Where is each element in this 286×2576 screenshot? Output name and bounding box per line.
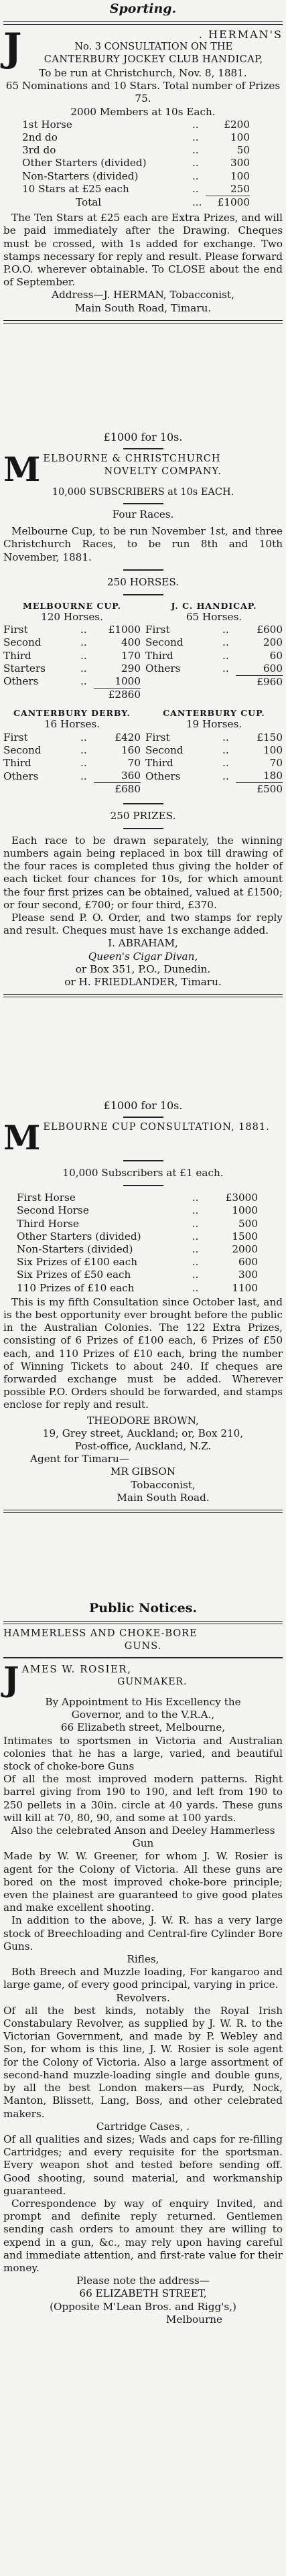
rosier-headline-1: HAMMERLESS AND CHOKE-BORE	[3, 1628, 198, 1639]
race-table-row	[3, 708, 283, 796]
rosier-p6: Both Breech and Muzzle loading, For kangaroo and large game, of every good principal, varying in price.	[3, 1966, 283, 1991]
melbourne-sig-7: Main South Road.	[117, 1491, 210, 1504]
race-total: £680	[94, 783, 141, 796]
short-rule	[123, 1117, 163, 1118]
melbourne-sig-3: Post-office, Auckland, N.Z.	[74, 1440, 212, 1453]
prize-dots: ..	[192, 1256, 199, 1269]
prize-dots: ..	[192, 144, 199, 157]
race-row	[3, 770, 141, 783]
novelty-sig-3: or Box 351, P.O., Dunedin.	[75, 962, 211, 975]
rosier-addr-final-1: 66 ELIZABETH STREET,	[79, 2287, 207, 2300]
prize-value: 300	[230, 157, 250, 169]
prize-row	[17, 1269, 258, 1281]
race-row	[3, 744, 141, 757]
race-row-value: 60	[269, 649, 283, 662]
race-row	[3, 757, 141, 770]
prize-dots: ..	[192, 1269, 199, 1281]
race-dots: ..	[222, 636, 229, 649]
prize-row	[22, 183, 250, 196]
race-row-label: Others	[3, 675, 39, 688]
short-rule	[123, 803, 163, 804]
rosier-addr-final-2: (Opposite M'Lean Bros. and Rigg's,)	[50, 2300, 236, 2313]
melbourne-title: ELBOURNE CUP CONSULTATION, 1881.	[43, 1122, 270, 1133]
race-total-row	[3, 783, 141, 796]
prize-row	[17, 1192, 258, 1204]
race-total-row	[145, 676, 283, 689]
rosier-p8: Of all qualities and sizes; Wads and caps for re-filling Cartridges; and every requisite for the sportsman. Every weapon shot and tested before sending off. Good shooting, sound material, and workmanship guaranteed.	[3, 2133, 283, 2197]
rosier-p5: In addition to the above, J. W. R. has a very large stock of Breechloading and Central-fire Cylinder Bore Guns.	[3, 1914, 283, 1952]
prize-row	[17, 1282, 258, 1295]
herman-nominations: 65 Nominations and 10 Stars. Total number of Prizes 75.	[5, 80, 281, 105]
race-dots: ..	[80, 743, 87, 756]
race-row-label: Starters	[3, 662, 46, 674]
race-dots: ..	[80, 649, 87, 662]
prize-dots: ..	[192, 1204, 199, 1217]
race-row-value: 100	[263, 743, 283, 756]
rosier-cartridge: Cartridge Cases, .	[96, 2120, 190, 2133]
prize-row	[17, 1218, 258, 1230]
rosier-p7: Of all the best kinds, notably the Royal Irish Constabulary Revolver, as supplied by J. W. R. to the Victorian Government, and made by P. Webley and Son, for whom is this line, J. W. Rosier is sole agent for the Colony of Victoria. Also a large assortment of second-hand muzzle-loading single and double guns, by all the best London makers—as Purdy, Nock, Manton, Blissett, Lang, Boss, and other celebrated makers.	[3, 2004, 283, 2120]
short-rule	[123, 828, 163, 829]
total-value: £1000	[206, 196, 250, 210]
prize-dots: ..	[192, 131, 199, 144]
race-row-value: 200	[263, 636, 283, 649]
rosier-appointment-1: By Appointment to His Excellency the	[45, 1696, 241, 1708]
divider	[3, 1510, 283, 1513]
prize-label: Six Prizes of £50 each	[17, 1269, 131, 1281]
herman-members: 2000 Members at 10s Each.	[70, 105, 216, 118]
novelty-four-races: Four Races.	[112, 508, 174, 520]
prize-label: Other Starters (divided)	[17, 1230, 141, 1242]
herman-address-2: Main South Road, Timaru.	[74, 301, 212, 314]
race-row-label: Third	[145, 649, 173, 662]
herman-body: The Ten Stars at £25 each are Extra Prizes, and will be paid immediately after the Drawing. Cheques must be crossed, with 1s added for exchange. Two stamps necessary for reply and result. Please forward P.O.O. wherever obtainable. To CLOSE about the end of September.	[3, 212, 283, 289]
race-row	[145, 662, 283, 676]
prize-label: Non-Starters (divided)	[17, 1243, 133, 1256]
novelty-intro: Melbourne Cup, to be run November 1st, and three Christchurch Races, to be run 8th and 10th November, 1881.	[3, 525, 283, 563]
race-row	[3, 662, 141, 675]
prize-dots: ..	[192, 183, 199, 196]
herman-heading: . HERMAN'S	[198, 28, 283, 41]
rosier-note: Please note the address—	[76, 2275, 210, 2287]
melbourne-sig-5: MR GIBSON	[110, 1465, 176, 1478]
race-row	[145, 636, 283, 649]
novelty-advert	[3, 430, 283, 1003]
race-total: £500	[236, 783, 283, 796]
sporting-header: Sporting.	[109, 1, 177, 16]
race-dots: ..	[222, 770, 229, 782]
race-row-value: 360	[121, 770, 141, 782]
race-row-label: Third	[145, 757, 173, 770]
novelty-body: Each race to be drawn separately, the winning numbers again being replaced in box till drawing of the four races is completed thus giving the holder of each ticket four chances for 10s, for which amount the four first prizes can be obtained, valued at £1500; or four second, £700; or four third, £370.	[3, 834, 283, 911]
rosier-advert	[3, 1628, 283, 2326]
race-title: MELBOURNE CUP.	[23, 601, 121, 612]
race-row	[3, 624, 141, 636]
short-rule	[123, 1185, 163, 1186]
race-row-label: First	[145, 731, 170, 743]
prize-label: Third Horse	[17, 1217, 80, 1230]
race-row-value: 290	[121, 662, 141, 674]
race-row-value: £420	[115, 731, 141, 743]
prize-label: 2nd do	[22, 131, 58, 144]
race-row-label: Third	[3, 649, 31, 662]
race-dots: ..	[80, 770, 87, 782]
race-dots: ..	[222, 649, 229, 662]
divider	[3, 1621, 283, 1624]
race-row-label: Third	[3, 757, 31, 770]
race-row-value: 170	[121, 649, 141, 662]
race-row-label: First	[3, 624, 28, 636]
prize-value: 1500	[232, 1230, 258, 1242]
race-horses: 120 Horses.	[41, 611, 103, 624]
race-row-label: Second	[3, 636, 42, 649]
race-row	[145, 744, 283, 757]
rosier-gunmaker: GUNMAKER.	[117, 1676, 188, 1687]
race-horses: 65 Horses.	[186, 611, 242, 624]
novelty-title: ELBOURNE & CHRISTCHURCH	[43, 453, 221, 464]
race-row-value: 70	[127, 757, 141, 770]
race-total: £2860	[94, 689, 141, 702]
prize-dots: ..	[192, 157, 199, 169]
prize-dots: ..	[192, 1217, 199, 1230]
rosier-name: AMES W. ROSIER,	[21, 1663, 132, 1675]
prize-row	[22, 144, 250, 157]
melbourne-sig-4: Agent for Timaru—	[30, 1453, 129, 1465]
rosier-addr-final-3: Melbourne	[165, 2313, 222, 2325]
prize-row	[22, 170, 250, 183]
novelty-sig-2: Queen's Cigar Divan,	[88, 950, 198, 962]
rosier-p2: Of all the most improved modern patterns. Right barrel giving from 190 to 190, and left from 190 to 250 pellets in a 30in. circle at 40 yards. These guns will kill at 70, 80, 90, and some at 100 yards.	[3, 1773, 283, 1824]
melbourne-cup-advert	[3, 1098, 283, 1518]
prize-value: 250	[230, 182, 250, 195]
dropcap-j: J	[3, 25, 22, 70]
race-row-label: First	[3, 731, 28, 743]
prize-value: 300	[238, 1269, 258, 1281]
prize-label: Second Horse	[17, 1204, 89, 1217]
race-dots: ..	[222, 743, 229, 756]
novelty-prize-tables	[3, 601, 283, 796]
race-total-row	[3, 689, 141, 702]
melbourne-sig-6: Tobacconist,	[131, 1478, 196, 1491]
herman-run-date: To be run at Christchurch, Nov. 8, 1881.	[39, 67, 247, 79]
prize-row	[17, 1204, 258, 1217]
public-notices-header-block	[3, 1601, 283, 1630]
prize-value: 50	[236, 144, 250, 157]
rosier-address: 66 Elizabeth street, Melbourne,	[60, 1721, 226, 1734]
herman-address-1: Address—J. HERMAN, Tobacconist,	[52, 289, 234, 301]
prize-label: Other Starters (divided)	[22, 157, 147, 169]
race-row	[3, 731, 141, 744]
melbourne-body: This is my fifth Consultation since October last, and is the best opportunity ever brought before the public in the Australian Colonies. The 122 Extra Prizes, consisting of 6 Prizes of £100 each, 6 Prizes of £50 each, and 110 Prizes of £10 each, bring the number of Winning Tickets to about 240. If cheques are forwarded exchange must be added. Wherever possible P.O. Orders should be forwarded, and stamps enclose for reply and result.	[3, 1295, 283, 1411]
short-rule	[123, 569, 163, 571]
public-notices-header: Public Notices.	[88, 1601, 197, 1616]
melbourne-sig-1: THEODORE BROWN,	[87, 1414, 199, 1427]
prize-value: £3000	[225, 1192, 258, 1204]
total-dots: ...	[192, 196, 202, 208]
race-dots: ..	[80, 731, 87, 743]
novelty-sig-4: or H. FRIEDLANDER, Timaru.	[64, 976, 222, 989]
prize-label: First Horse	[17, 1192, 76, 1204]
novelty-prizes-heading: 250 PRIZES.	[110, 809, 176, 822]
rosier-p4: Made by W. W. Greener, for whom J. W. Rosier is agent for the Colony of Victoria. All these guns are bored on the most improved choke-bore principle; even the plainest are guaranteed to give good plates and make excellent shooting.	[3, 1850, 283, 1914]
prize-label: 110 Prizes of £10 each	[17, 1281, 135, 1294]
rosier-p1: Intimates to sportsmen in Victoria and Australian colonies that he has a large, varied, and beautiful stock of choke-bore Guns	[3, 1734, 283, 1773]
race-row-value: 160	[121, 743, 141, 756]
prize-dots: ..	[192, 1281, 199, 1294]
prize-value: 1000	[232, 1204, 258, 1217]
prize-label: 1st Horse	[22, 118, 72, 131]
prize-label: 10 Stars at £25 each	[22, 183, 129, 196]
race-row-value: £1000	[108, 624, 141, 636]
race-dots: ..	[222, 757, 229, 770]
herman-subtitle: No. 3 CONSULTATION ON THE	[74, 42, 233, 52]
prize-label: Six Prizes of £100 each	[17, 1256, 138, 1269]
novelty-top-heading: £1000 for 10s.	[103, 431, 183, 443]
race-total: £960	[236, 676, 283, 689]
rosier-p3: Also the celebrated Anson and Deeley Hammerless Gun	[11, 1824, 275, 1850]
novelty-horses-heading: 250 HORSES.	[106, 575, 180, 588]
herman-prize-table	[22, 119, 250, 209]
prize-label: Non-Starters (divided)	[22, 169, 139, 182]
novelty-body-2: Please send P. O. Order, and two stamps for reply and result. Cheques must have 1s exchange added.	[3, 912, 283, 937]
race-row	[3, 636, 141, 649]
herman-total-row	[22, 196, 250, 210]
dropcap-j: J	[3, 1659, 19, 1699]
prize-dots: ..	[192, 1243, 199, 1256]
race-row	[145, 731, 283, 744]
prize-row	[17, 1256, 258, 1269]
prize-dots: ..	[192, 118, 199, 131]
race-total-row	[145, 783, 283, 796]
race-row	[145, 650, 283, 662]
race-dots: ..	[222, 624, 229, 636]
novelty-subscribers: 10,000 SUBSCRIBERS at 10s EACH.	[52, 487, 234, 498]
race-row-label: Others	[145, 662, 181, 675]
rosier-rifles: Rifles,	[127, 1953, 159, 1966]
race-row-value: 70	[269, 757, 283, 770]
rosier-appointment-2: Governor, and to the V.R.A.,	[71, 1709, 215, 1721]
prize-row	[17, 1243, 258, 1256]
herman-title: CANTERBURY JOCKEY CLUB HANDICAP,	[44, 54, 263, 65]
rosier-revolvers: Revolvers.	[116, 1991, 170, 2004]
dropcap-m: M	[3, 1118, 41, 1157]
race-row-label: Others	[145, 770, 181, 782]
prize-row	[22, 119, 250, 131]
prize-value: 2000	[232, 1243, 258, 1256]
race-title: CANTERBURY DERBY.	[13, 708, 131, 719]
race-row	[145, 757, 283, 770]
race-row	[3, 675, 141, 689]
prize-value: 600	[238, 1256, 258, 1269]
prize-value: 100	[230, 131, 250, 144]
race-row	[145, 770, 283, 783]
short-rule	[123, 594, 163, 595]
race-table	[145, 601, 283, 701]
race-horses: 19 Horses.	[186, 718, 242, 731]
total-label: Total	[76, 196, 102, 208]
race-table	[145, 708, 283, 796]
prize-value: £200	[224, 118, 250, 131]
divider	[3, 1657, 283, 1658]
race-row	[3, 650, 141, 662]
race-dots: ..	[222, 662, 229, 675]
novelty-title-2: NOVELTY COMPANY.	[104, 466, 222, 477]
novelty-sig-1: I. ABRAHAM,	[108, 937, 178, 950]
race-row-label: First	[145, 624, 170, 636]
race-title: CANTERBURY CUP.	[163, 708, 265, 719]
race-table	[3, 708, 141, 796]
race-row-label: Second	[3, 743, 42, 756]
divider	[3, 21, 283, 25]
race-dots: ..	[80, 662, 87, 674]
divider	[3, 994, 283, 997]
prize-dots: ..	[192, 1192, 199, 1204]
race-row-value: 180	[263, 770, 283, 782]
prize-row	[22, 157, 250, 169]
race-horses: 16 Horses.	[44, 718, 100, 731]
melbourne-top-heading: £1000 for 10s.	[103, 1099, 183, 1112]
race-row	[145, 624, 283, 636]
race-table-row	[3, 601, 283, 701]
race-row-label: Others	[3, 770, 39, 782]
prize-dots: ..	[192, 169, 199, 182]
rosier-headline-2: GUNS.	[124, 1641, 162, 1652]
race-dots: ..	[80, 675, 87, 688]
race-dots: ..	[222, 731, 229, 743]
prize-label: 3rd do	[22, 144, 56, 157]
melbourne-subscribers: 10,000 Subscribers at £1 each.	[62, 1167, 224, 1179]
race-dots: ..	[80, 757, 87, 770]
short-rule	[123, 503, 163, 504]
short-rule	[123, 1160, 163, 1161]
race-table	[3, 601, 141, 701]
race-row-label: Second	[145, 743, 184, 756]
sporting-header-block	[3, 1, 283, 30]
race-title: J. C. HANDICAP.	[171, 601, 257, 612]
prize-value: 1100	[232, 1281, 258, 1294]
prize-row	[22, 131, 250, 144]
dropcap-m: M	[3, 449, 41, 489]
divider	[3, 320, 283, 324]
race-row-value: 1000	[115, 675, 141, 688]
prize-row	[17, 1230, 258, 1243]
short-rule	[123, 448, 163, 449]
race-row-value: £150	[257, 731, 283, 743]
race-dots: ..	[80, 624, 87, 636]
prize-value: 500	[238, 1217, 258, 1230]
rosier-p9: Correspondence by way of enquiry Invited, and prompt and definite reply returned. Gentlemen sending cash orders to amount they are willing to expend in a gun, &c., may rely upon having careful and immediate attention, and first-rate value for their money.	[3, 2197, 283, 2274]
melbourne-prize-table	[17, 1192, 258, 1295]
race-row-value: 600	[263, 662, 283, 674]
race-row-value: £600	[257, 624, 283, 636]
prize-dots: ..	[192, 1230, 199, 1242]
herman-advert	[3, 25, 283, 329]
race-row-value: 400	[121, 636, 141, 649]
race-row-label: Second	[145, 636, 184, 649]
melbourne-sig-2: 19, Grey street, Auckland; or, Box 210,	[42, 1427, 244, 1439]
race-dots: ..	[80, 636, 87, 649]
prize-value: 100	[230, 169, 250, 182]
